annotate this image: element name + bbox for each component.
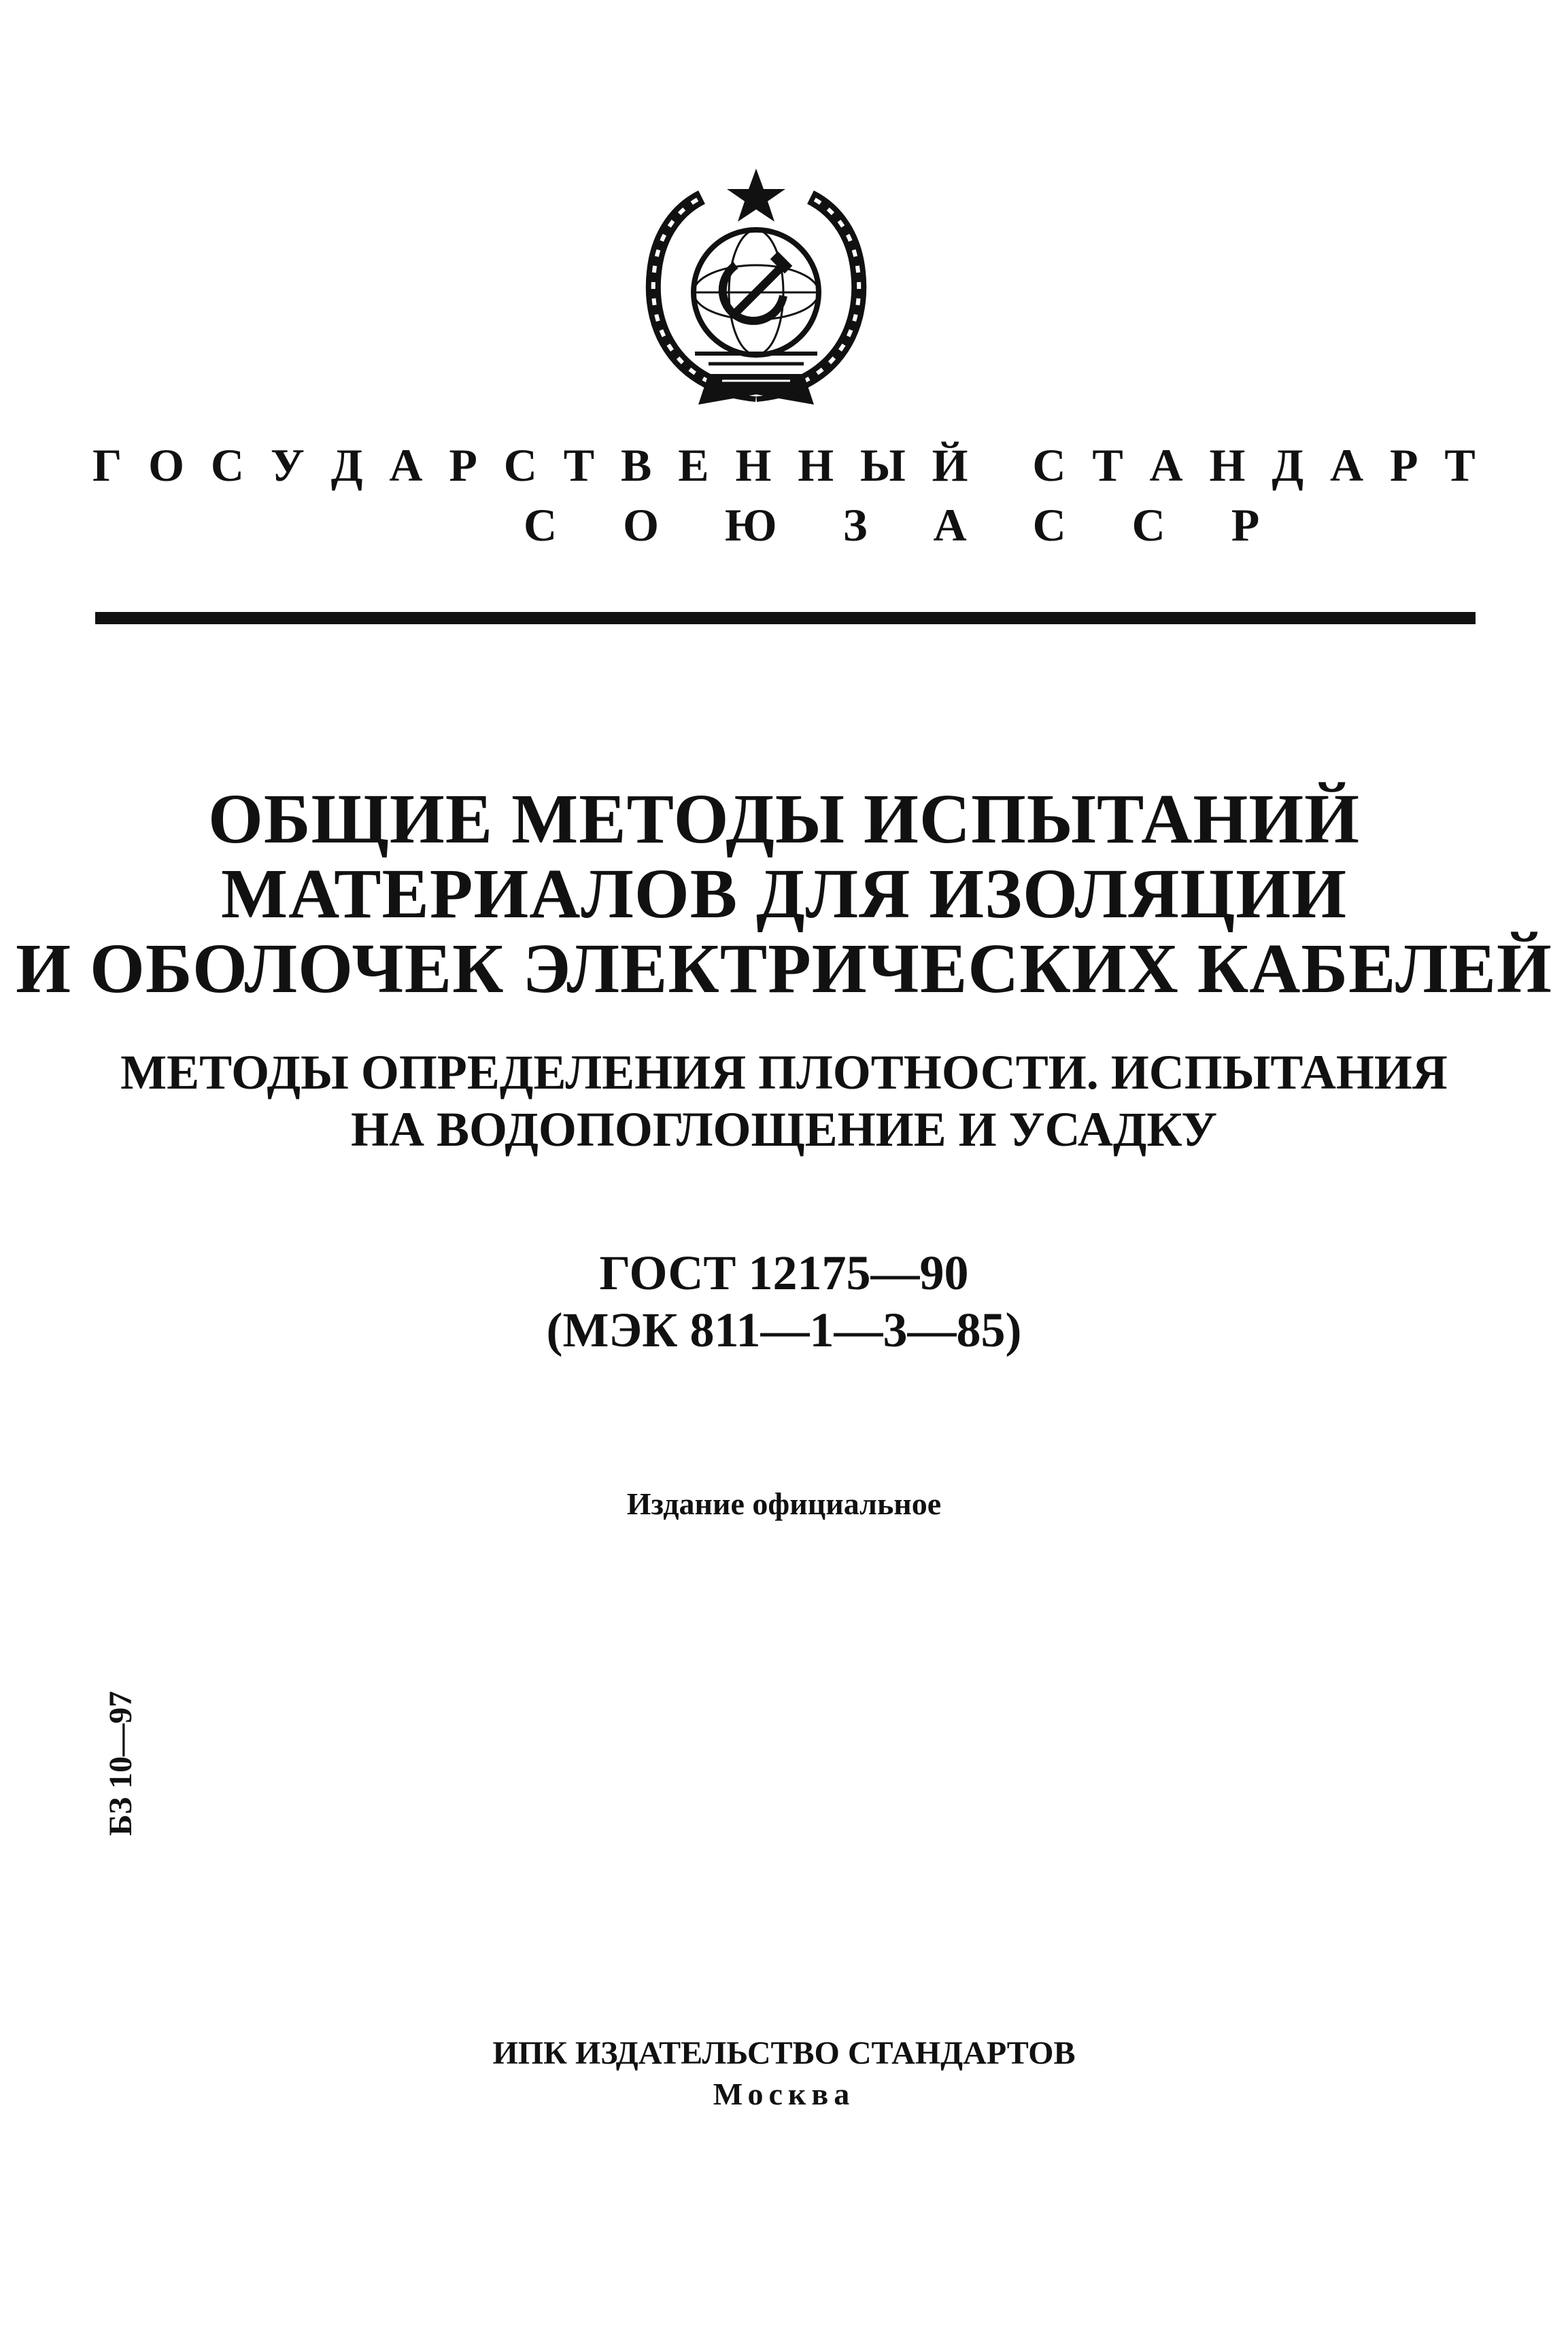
gost-number: ГОСТ 12175—90 <box>599 1246 969 1300</box>
header-divider <box>95 612 1476 624</box>
state-emblem <box>620 156 892 428</box>
header-letter: О <box>148 439 185 491</box>
publisher <box>0 2033 1568 2115</box>
header-letter: Т <box>1444 439 1476 491</box>
header-state-standard <box>92 439 1476 491</box>
subtitle-line-1: МЕТОДЫ ОПРЕДЕЛЕНИЯ ПЛОТНОСТИ. ИСПЫТАНИЯ <box>120 1045 1448 1100</box>
header-letter: С <box>1032 439 1066 491</box>
header-letter: Т <box>563 439 595 491</box>
header-letter: Р <box>1389 439 1418 491</box>
header-letter: У <box>270 439 305 491</box>
header-letter: С <box>210 439 245 491</box>
document-title <box>0 782 1568 1006</box>
title-line-2: МАТЕРИАЛОВ ДЛЯ ИЗОЛЯЦИИ <box>220 855 1348 933</box>
header-letter: Е <box>678 439 709 491</box>
title-line-1: ОБЩИЕ МЕТОДЫ ИСПЫТАНИЙ <box>207 780 1361 858</box>
header-letter: А <box>1329 439 1364 491</box>
header-letter: Н <box>798 439 834 491</box>
header-letter: Ы <box>860 439 906 491</box>
edition-label: Издание официальное <box>626 1486 942 1521</box>
header-letter: А <box>389 439 423 491</box>
header-letter: Н <box>735 439 772 491</box>
header-letter: С <box>503 439 537 491</box>
coat-of-arms-icon <box>620 156 892 428</box>
header-letter: Д <box>1272 439 1304 491</box>
header-letter: Й <box>932 439 968 491</box>
standard-number <box>0 1244 1568 1359</box>
header-letter: Р <box>449 439 477 491</box>
header-letter: Г <box>92 439 122 491</box>
side-code: БЗ 10—97 <box>103 1690 139 1836</box>
subtitle-line-2: НА ВОДОПОГЛОЩЕНИЕ И УСАДКУ <box>350 1102 1218 1157</box>
document-subtitle <box>0 1044 1568 1158</box>
iec-number: (МЭК 811—1—3—85) <box>546 1303 1022 1357</box>
header-union: С О Ю З А С С Р <box>524 499 1287 551</box>
header-letter: Н <box>1209 439 1246 491</box>
header-letter: А <box>1149 439 1183 491</box>
header-letter: Д <box>330 439 363 491</box>
header-letter: В <box>620 439 652 491</box>
header-letter <box>994 442 1006 488</box>
publisher-name: ИПК ИЗДАТЕЛЬСТВО СТАНДАРТОВ <box>492 2035 1076 2071</box>
publisher-city: Москва <box>713 2077 855 2111</box>
title-line-3: И ОБОЛОЧЕК ЭЛЕКТРИЧЕСКИХ КАБЕЛЕЙ <box>16 930 1552 1008</box>
header-letter: Т <box>1092 439 1123 491</box>
